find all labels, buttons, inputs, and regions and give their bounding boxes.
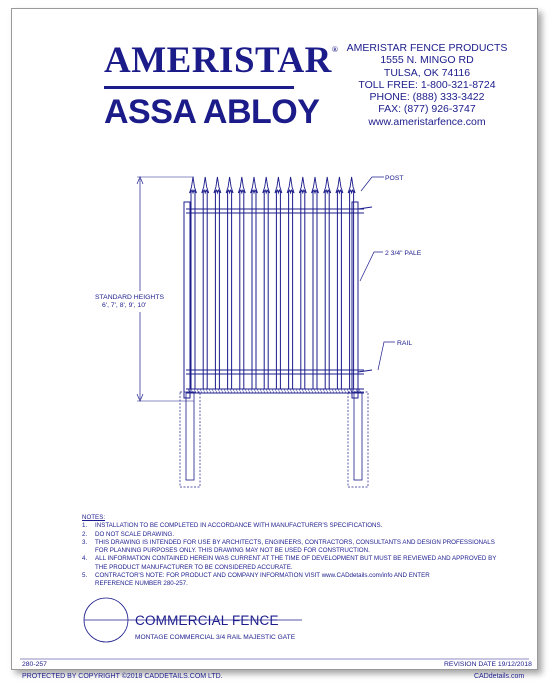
rail-hatch [293, 389, 295, 393]
rail-hatch [269, 389, 271, 393]
rail-hatch [344, 389, 346, 393]
fax: FAX: (877) 926-3747 [378, 103, 476, 116]
pale [264, 191, 268, 389]
post-right [352, 202, 358, 398]
rail-hatch [326, 389, 328, 393]
rail-hatch [215, 389, 217, 393]
note-line: 1. INSTALLATION TO BE COMPLETED IN ACCORDANCE WITH MANUFACTURER'S SPECIFICATIONS. [82, 522, 383, 530]
pale [215, 191, 219, 389]
note-line: FOR PLANNING PURPOSES ONLY. THIS DRAWING MAY NOT BE USED FOR CONSTRUCTION. [95, 547, 370, 555]
logo-ameristar-text: AMERISTAR [104, 40, 332, 81]
rail-hatch [284, 389, 286, 393]
rail-hatch [224, 389, 226, 393]
rail-hatch [197, 389, 199, 393]
rail-hatch [347, 389, 349, 393]
notes-block [82, 514, 522, 589]
standard-heights-label: STANDARD HEIGHTS [95, 294, 164, 301]
pale [240, 191, 244, 389]
revision-date: REVISION DATE 19/12/2018 [444, 661, 532, 668]
rail-hatch [281, 389, 283, 393]
rail-hatch [221, 389, 223, 393]
rail-hatch [338, 389, 340, 393]
note-line: 2. DO NOT SCALE DRAWING. [82, 530, 175, 538]
rail-hatch [251, 389, 253, 393]
rail-hatch [335, 389, 337, 393]
post-embed [354, 392, 362, 480]
rail-hatch [218, 389, 220, 393]
drawing-title: COMMERCIAL FENCE [135, 613, 279, 628]
pale [289, 191, 293, 389]
rail-hatch [212, 389, 214, 393]
concrete-footing [348, 392, 368, 487]
rail-hatch [230, 389, 232, 393]
pale [325, 191, 329, 389]
rail-hatch [239, 389, 241, 393]
pale [276, 191, 280, 389]
rail-hatch [308, 389, 310, 393]
rail-hatch [245, 389, 247, 393]
concrete-footing [180, 392, 200, 487]
post-leader [361, 177, 384, 191]
toll-free: TOLL FREE: 1-800-321-8724 [358, 78, 496, 91]
drawing-sheet [11, 8, 538, 670]
pale [337, 191, 341, 389]
note-line: REFERENCE NUMBER 280-257. [95, 580, 188, 588]
rail-hatch [299, 389, 301, 393]
phone: PHONE: (888) 333-3422 [369, 91, 485, 104]
rail-hatch [332, 389, 334, 393]
post-embed [186, 392, 194, 480]
pale [191, 191, 195, 389]
notes-heading: NOTES: [82, 514, 106, 521]
rail-hatch [236, 389, 238, 393]
rail-hatch [272, 389, 274, 393]
rail-hatch [296, 389, 298, 393]
rail-hatch [203, 389, 205, 393]
copyright-notice: PROTECTED BY COPYRIGHT ©2018 CADDETAILS.COM LTD. [22, 673, 223, 680]
rail-hatch [227, 389, 229, 393]
pale [228, 191, 232, 389]
rail-hatch [200, 389, 202, 393]
rail-hatch [278, 389, 280, 393]
rail-hatch [323, 389, 325, 393]
rail-hatch [341, 389, 343, 393]
registered-mark: ® [331, 45, 339, 54]
rail-hatch [305, 389, 307, 393]
rail-label: RAIL [397, 340, 413, 347]
rail-hatch [242, 389, 244, 393]
rail-hatch [311, 389, 313, 393]
pale [301, 191, 305, 389]
rail-hatch [320, 389, 322, 393]
reference-number: 280-257 [22, 661, 47, 668]
pale [252, 191, 256, 389]
rail-hatch [275, 389, 277, 393]
rail-hatch [257, 389, 259, 393]
rail-leader [378, 342, 395, 370]
rail-hatch [206, 389, 208, 393]
company-name: AMERISTAR FENCE PRODUCTS [346, 42, 508, 54]
note-line: 4. ALL INFORMATION CONTAINED HEREIN WAS CURRENT AT THE TIME OF DEVELOPMENT BUT MUST BE REVIEWED AND APPROVED BY [82, 555, 497, 563]
rail-hatch [287, 389, 289, 393]
pale [203, 191, 207, 389]
rail-hatch [266, 389, 268, 393]
rail-hatch [329, 389, 331, 393]
note-line: THE PRODUCT MANUFACTURER TO BE CONSIDERED ACCURATE. [95, 563, 293, 571]
drawing-subtitle: MONTAGE COMMERCIAL 3/4 RAIL MAJESTIC GATE [135, 634, 296, 641]
pale-label: 2 3/4" PALE [385, 250, 422, 257]
pale-leader [360, 252, 383, 281]
pale [313, 191, 317, 389]
rail-line [358, 207, 372, 209]
post-label: POST [385, 175, 404, 182]
note-line: 5. CONTRACTOR'S NOTE: FOR PRODUCT AND COMPANY INFORMATION VISIT www.CADdetails.com/info AND ENTER [82, 572, 430, 580]
post-left [184, 202, 190, 398]
rail-hatch [209, 389, 211, 393]
city-address: TULSA, OK 74116 [383, 66, 471, 79]
rail-hatch [254, 389, 256, 393]
rail-hatch [290, 389, 292, 393]
standard-heights-values: 6', 7', 8', 9', 10' [102, 302, 147, 309]
rail-hatch [248, 389, 250, 393]
rail-hatch [263, 389, 265, 393]
note-line: 3. THIS DRAWING IS INTENDED FOR USE BY ARCHITECTS, ENGINEERS, CONTRACTORS, CONSULTANTS AND DESIGN PROFESSIONALS [82, 538, 495, 546]
caddetails-link[interactable]: CADdetails.com [474, 673, 525, 680]
website-link[interactable]: www.ameristarfence.com [368, 115, 486, 128]
rail-hatch [233, 389, 235, 393]
assa-abloy-logo: ASSA ABLOY [104, 93, 320, 131]
rail-hatch [317, 389, 319, 393]
street-address: 1555 N. MINGO RD [380, 54, 474, 67]
rail-hatch [314, 389, 316, 393]
rail-hatch [260, 389, 262, 393]
rail-hatch [302, 389, 304, 393]
